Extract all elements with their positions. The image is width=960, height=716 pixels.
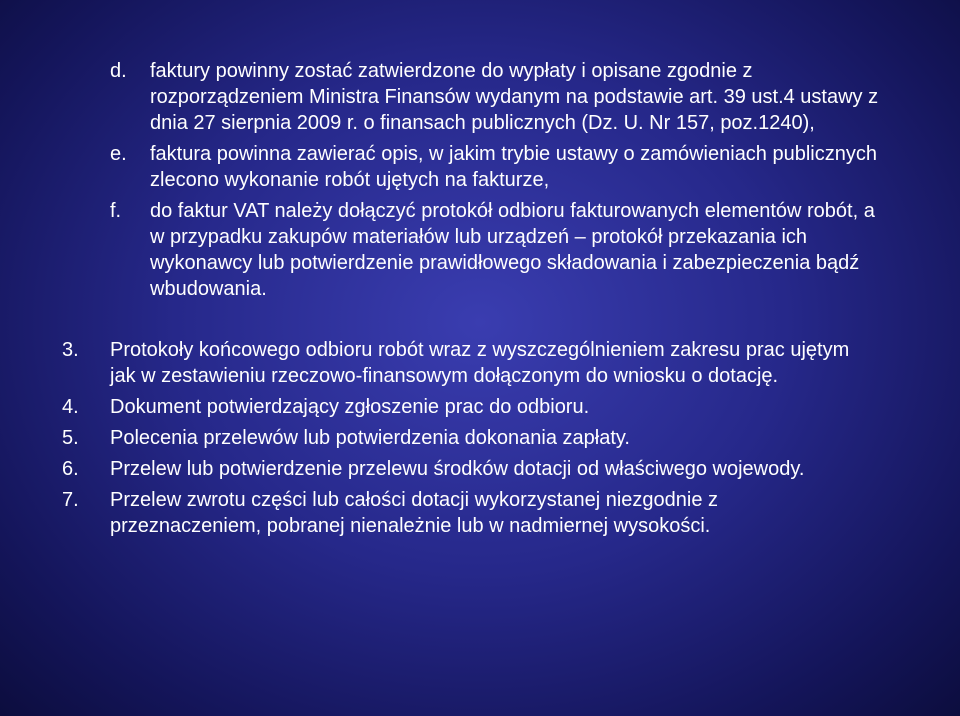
list-text: Przelew lub potwierdzenie przelewu środków dotacji od właściwego wojewody. xyxy=(110,458,805,480)
list-number: 5. xyxy=(62,427,79,449)
list-item-7 xyxy=(62,487,852,539)
list-text: faktury powinny zostać zatwierdzone do wypłaty i opisane zgodnie z rozporządzeniem Ministra Finansów wydanym na podstawie art. 39 ust.4 ustawy z dnia 27 sierpnia 2009 r. o finansach publicznych (Dz. U. Nr 157, poz.1240), xyxy=(150,60,879,134)
list-item-4 xyxy=(62,394,852,420)
list-text: Przelew zwrotu części lub całości dotacji wykorzystanej niezgodnie z przeznaczeniem, pobranej nienależnie lub w nadmiernej wysokości. xyxy=(110,489,719,537)
list-number: 7. xyxy=(62,489,79,511)
list-number: 3. xyxy=(62,339,79,361)
list-number: 4. xyxy=(62,396,79,418)
list-number: 6. xyxy=(62,458,79,480)
list-item-3 xyxy=(62,337,852,389)
list-item-5 xyxy=(62,425,852,451)
list-text: faktura powinna zawierać opis, w jakim trybie ustawy o zamówieniach publicznych zlecono wykonanie robót ujętych na fakturze, xyxy=(150,143,877,191)
list-text: do faktur VAT należy dołączyć protokół odbioru fakturowanych elementów robót, a w przypadku zakupów materiałów lub urządzeń – protokół przekazania ich wykonawcy lub potwierdzenie prawidłowego składowania i zabezpieczenia bądź wbudowania. xyxy=(150,200,875,300)
list-text: Protokoły końcowego odbioru robót wraz z wyszczególnieniem zakresu prac ujętym jak w zestawieniu rzeczowo-finansowym dołączonym do wniosku o dotację. xyxy=(110,339,850,387)
list-marker: e. xyxy=(110,143,127,165)
list-item-6 xyxy=(62,456,852,482)
list-text: Dokument potwierdzający zgłoszenie prac do odbioru. xyxy=(110,396,590,418)
list-item-f xyxy=(110,198,890,302)
list-marker: f. xyxy=(110,200,122,222)
list-text: Polecenia przelewów lub potwierdzenia dokonania zapłaty. xyxy=(110,427,630,449)
sub-list xyxy=(110,58,890,307)
main-list xyxy=(62,337,852,544)
list-item-d xyxy=(110,58,890,136)
list-marker: d. xyxy=(110,60,127,82)
list-item-e xyxy=(110,141,890,193)
